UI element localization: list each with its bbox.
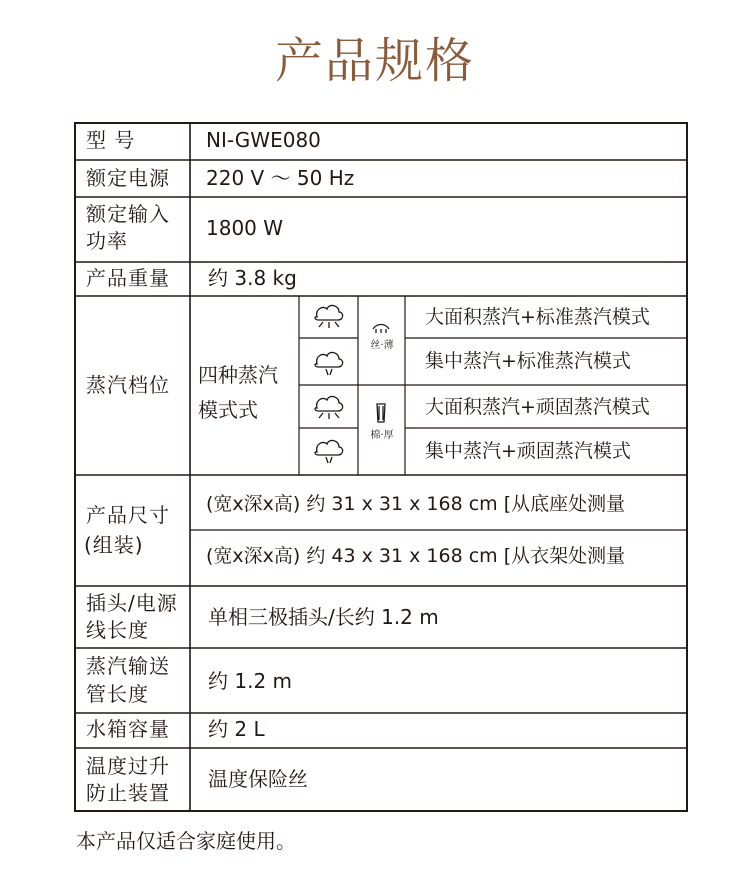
dimensions-label-1: 产品尺寸: [86, 503, 170, 527]
hose-value: 约 1.2 m: [208, 669, 293, 693]
plug-value: 单相三极插头/长约 1.2 m: [208, 605, 439, 629]
plug-label-2: 线长度: [86, 618, 149, 642]
wide-steam-icon: [315, 305, 343, 328]
plug-label-1: 插头/电源: [86, 591, 178, 615]
page-title: 产品规格: [274, 33, 475, 89]
thick-fabric-label: 棉·厚: [370, 430, 394, 441]
safety-value: 温度保险丝: [208, 767, 308, 791]
input-power-label-1: 额定输入: [86, 202, 170, 226]
concentrated-steam-icon: [315, 352, 343, 375]
input-power-label-2: 功率: [86, 229, 128, 253]
input-power-value: 1800 W: [206, 216, 284, 240]
steam-summary-1: 四种蒸汽: [198, 363, 278, 387]
wide-steam-icon-2: [315, 396, 343, 419]
hose-label-2: 管长度: [86, 682, 149, 706]
safety-label-2: 防止装置: [86, 781, 170, 805]
tank-value: 约 2 L: [208, 717, 265, 741]
model-value: NI-GWE080: [206, 128, 321, 152]
dimensions-value-1: (宽x深x高) 约 31 x 31 x 168 cm [从底座处测量: [206, 493, 626, 515]
steam-mode-3: 大面积蒸汽+顽固蒸汽模式: [425, 396, 650, 418]
steam-mode-4: 集中蒸汽+顽固蒸汽模式: [425, 440, 631, 462]
power-source-label: 额定电源: [86, 166, 170, 190]
steam-label: 蒸汽档位: [86, 373, 170, 397]
weight-label: 产品重量: [86, 266, 170, 290]
concentrated-steam-icon-2: [315, 440, 343, 463]
hose-label-1: 蒸汽输送: [86, 654, 170, 678]
safety-label-1: 温度过升: [86, 754, 170, 778]
dimensions-value-2: (宽x深x高) 约 43 x 31 x 168 cm [从衣架处测量: [206, 545, 626, 567]
thin-fabric-label: 丝·薄: [370, 340, 394, 351]
power-source-value: 220 V ～ 50 Hz: [206, 166, 355, 190]
thick-fabric-icon: [377, 404, 385, 422]
dimensions-label-2: (组装): [84, 533, 144, 557]
footnote: 本产品仅适合家庭使用。: [76, 829, 296, 853]
thin-fabric-icon: [373, 325, 389, 334]
model-label: 型 号: [86, 128, 136, 152]
tank-label: 水箱容量: [86, 717, 170, 741]
steam-mode-1: 大面积蒸汽+标准蒸汽模式: [425, 306, 650, 328]
steam-summary-2: 模式式: [198, 398, 258, 422]
weight-value: 约 3.8 kg: [208, 266, 297, 290]
steam-mode-2: 集中蒸汽+标准蒸汽模式: [425, 350, 631, 372]
spec-table: [74, 122, 688, 812]
